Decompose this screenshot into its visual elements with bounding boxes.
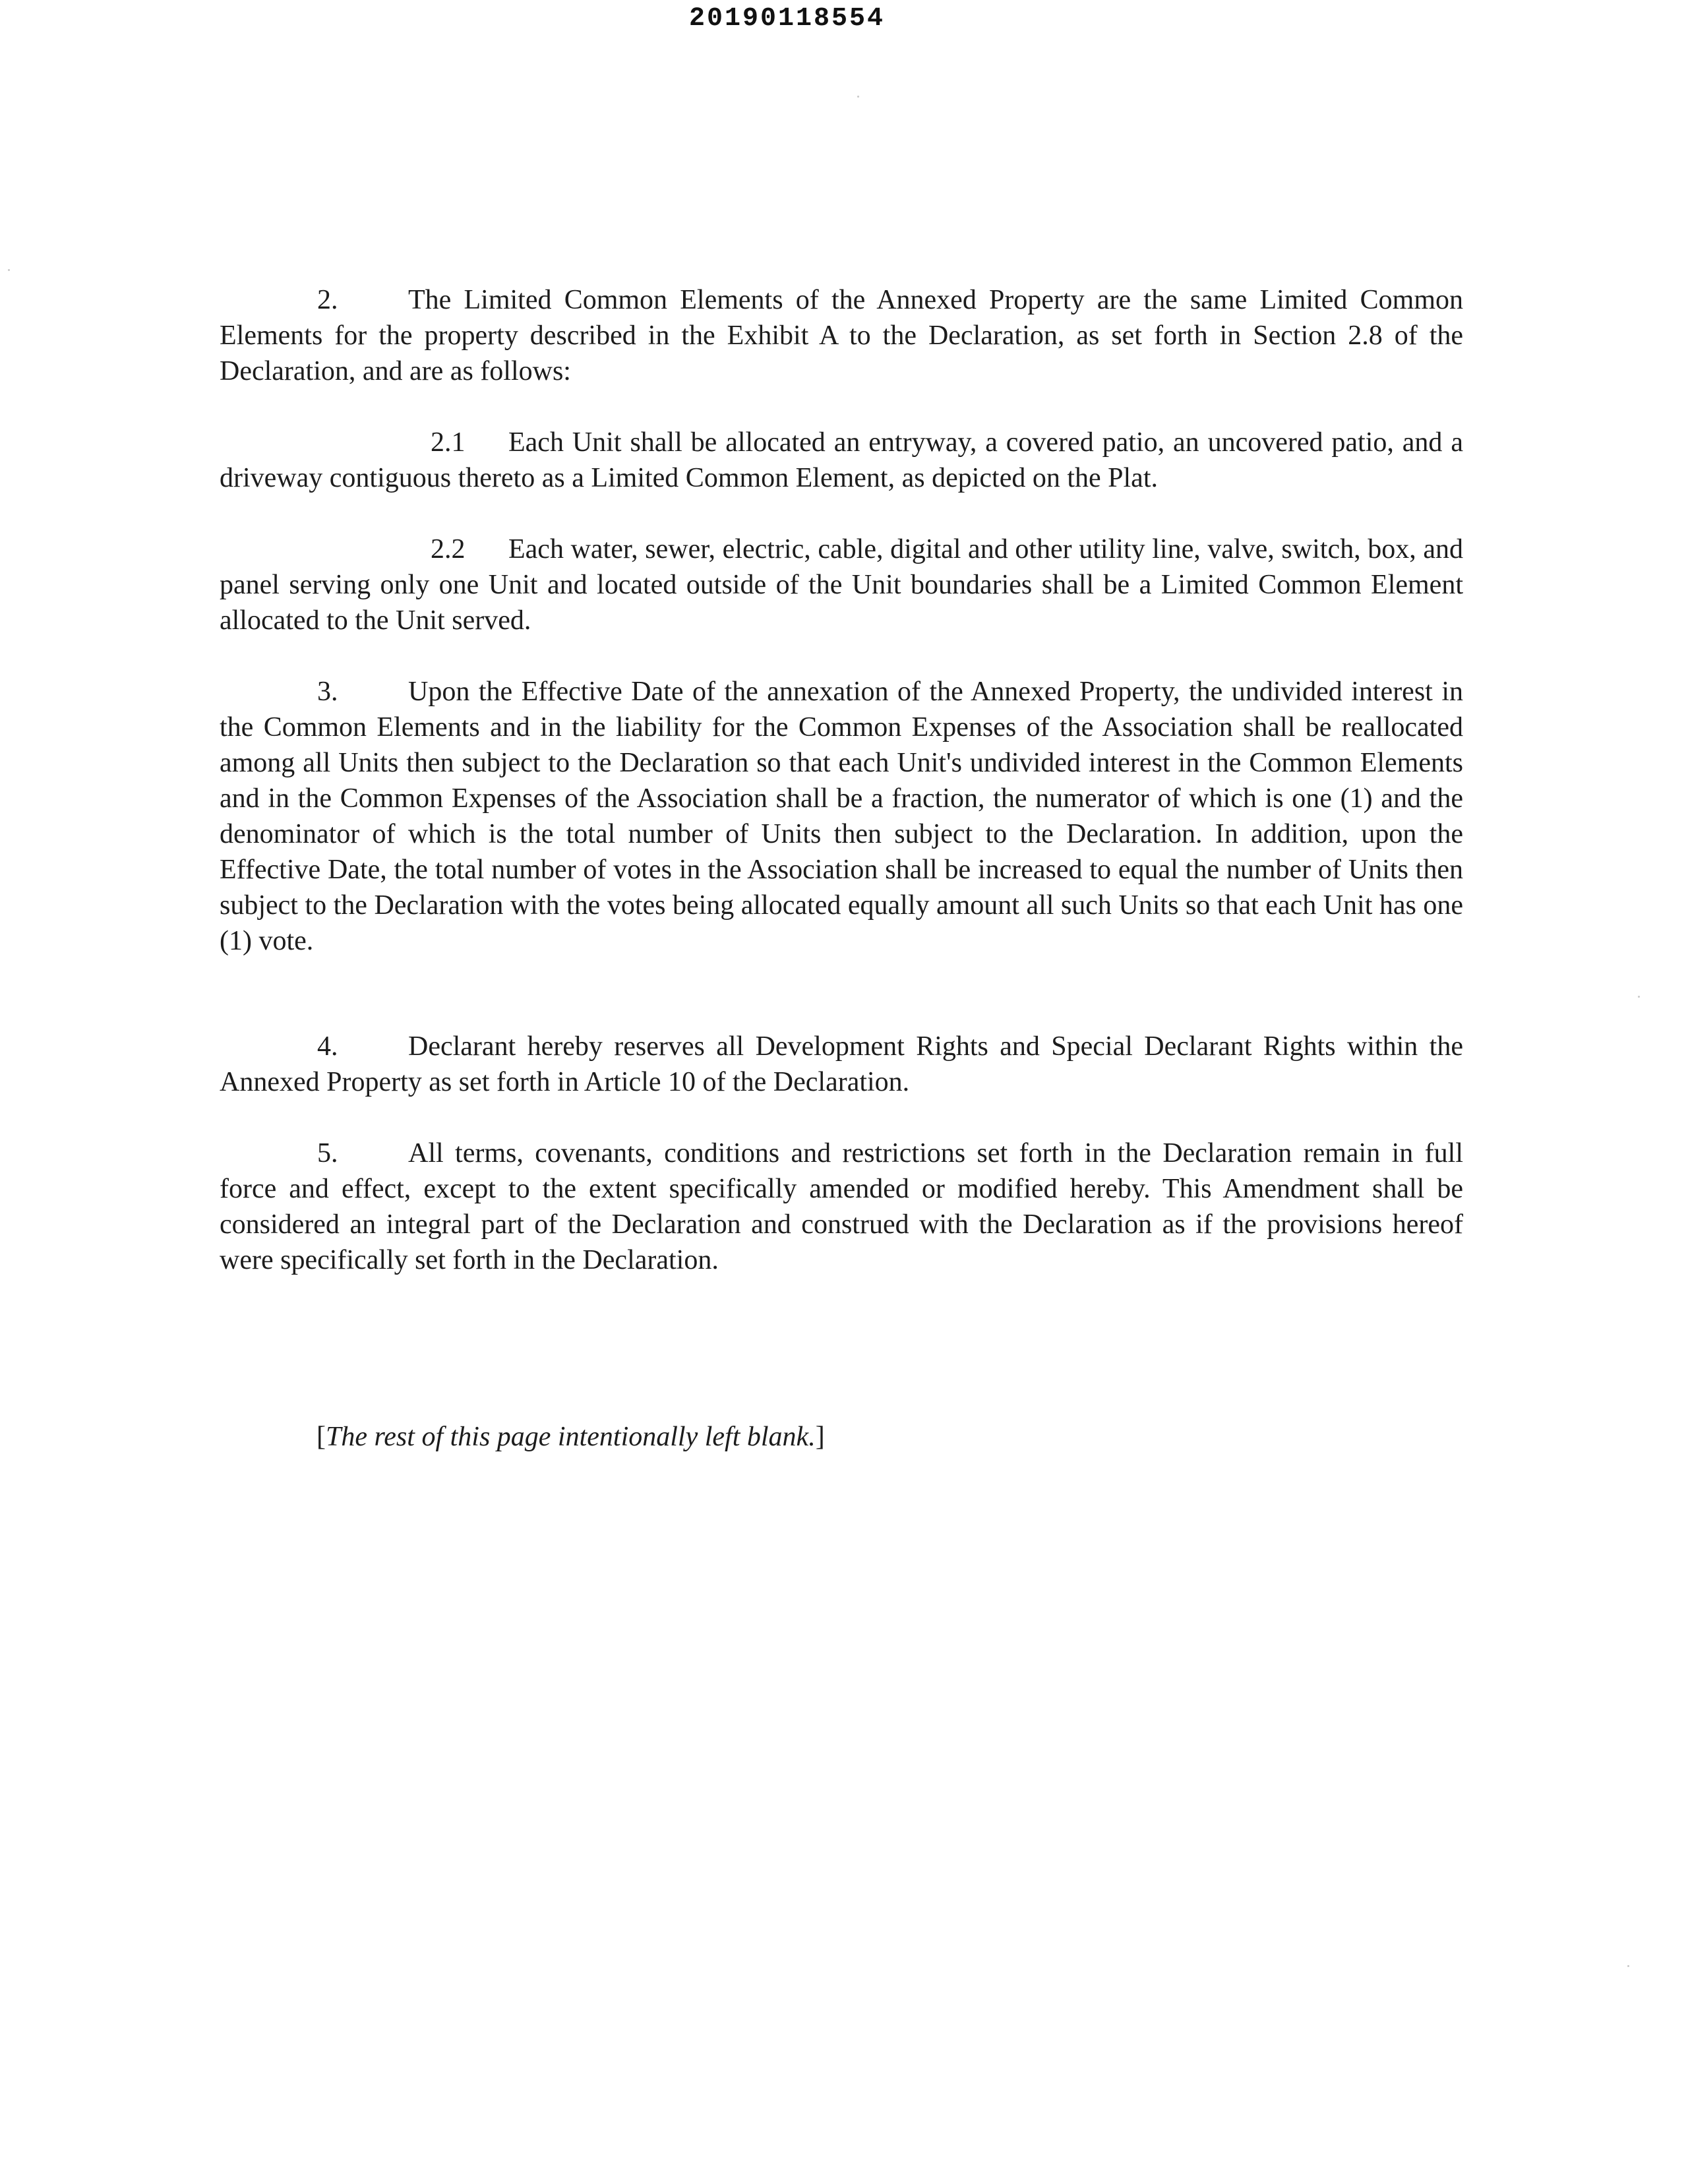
blank-note-text: The rest of this page intentionally left blank. [326,1422,816,1452]
paragraph-3 [220,674,1463,959]
bracket-close: ] [815,1422,825,1452]
paragraph-number: 4. [317,1031,338,1062]
paragraph-text: Each Unit shall be allocated an entryway, a covered patio, an uncovered patio, and a driveway contiguous thereto as a Limited Common Element, as depicted on the Plat. [220,427,1463,493]
paragraph-2-2 [220,531,1463,638]
paragraph-text: Upon the Effective Date of the annexation of the Annexed Property, the undivided interest in the Common Elements and in the liability for the Common Expenses of the Association shall be reallocated among all Units then subject to the Declaration so that each Unit's undivided interest in the Common Elements and in the Common Expenses of the Association shall be a fraction, the numerator of which is one (1) and the denominator of which is the total number of Units then subject to the Declaration. In addition, upon the Effective Date, the total number of votes in the Association shall be increased to equal the number of Units then subject to the Declaration with the votes being allocated equally amount all such Units so that each Unit has one (1) vote. [220,677,1463,956]
paragraph-2 [220,282,1463,389]
scan-speck [1627,1965,1629,1967]
paragraph-5 [220,1136,1463,1278]
scan-speck [1638,996,1640,998]
scan-speck [857,96,859,98]
paragraph-number: 2.1 [431,427,466,458]
paragraph-text: The Limited Common Elements of the Annexed Property are the same Limited Common Elements for the property described in the Exhibit A to the Declaration, as set forth in Section 2.8 of the Declaration, and are as follows: [220,285,1463,386]
paragraph-4 [220,1029,1463,1100]
paragraph-number: 5. [317,1138,338,1168]
paragraph-number: 2. [317,285,338,315]
paragraph-text: Declarant hereby reserves all Development Rights and Special Declarant Rights within the Annexed Property as set forth in Article 10 of the Declaration. [220,1031,1463,1097]
bracket-open: [ [316,1422,326,1452]
paragraph-2-1 [220,425,1463,496]
paragraph-text: All terms, covenants, conditions and restrictions set forth in the Declaration remain in full force and effect, except to the extent specifically amended or modified hereby. This Amendment shall be considered an integral part of the Declaration and construed with the Declaration as if the provisions hereof were specifically set forth in the Declaration. [220,1138,1463,1275]
scan-speck [8,269,10,271]
paragraph-number: 2.2 [431,534,466,564]
paragraph-number: 3. [317,677,338,707]
document-number: 20190118554 [689,4,886,34]
blank-page-note [316,1419,825,1455]
paragraph-text: Each water, sewer, electric, cable, digital and other utility line, valve, switch, box, and panel serving only one Unit and located outside of the Unit boundaries shall be a Limited Common Element allocated to the Unit served. [220,534,1463,636]
